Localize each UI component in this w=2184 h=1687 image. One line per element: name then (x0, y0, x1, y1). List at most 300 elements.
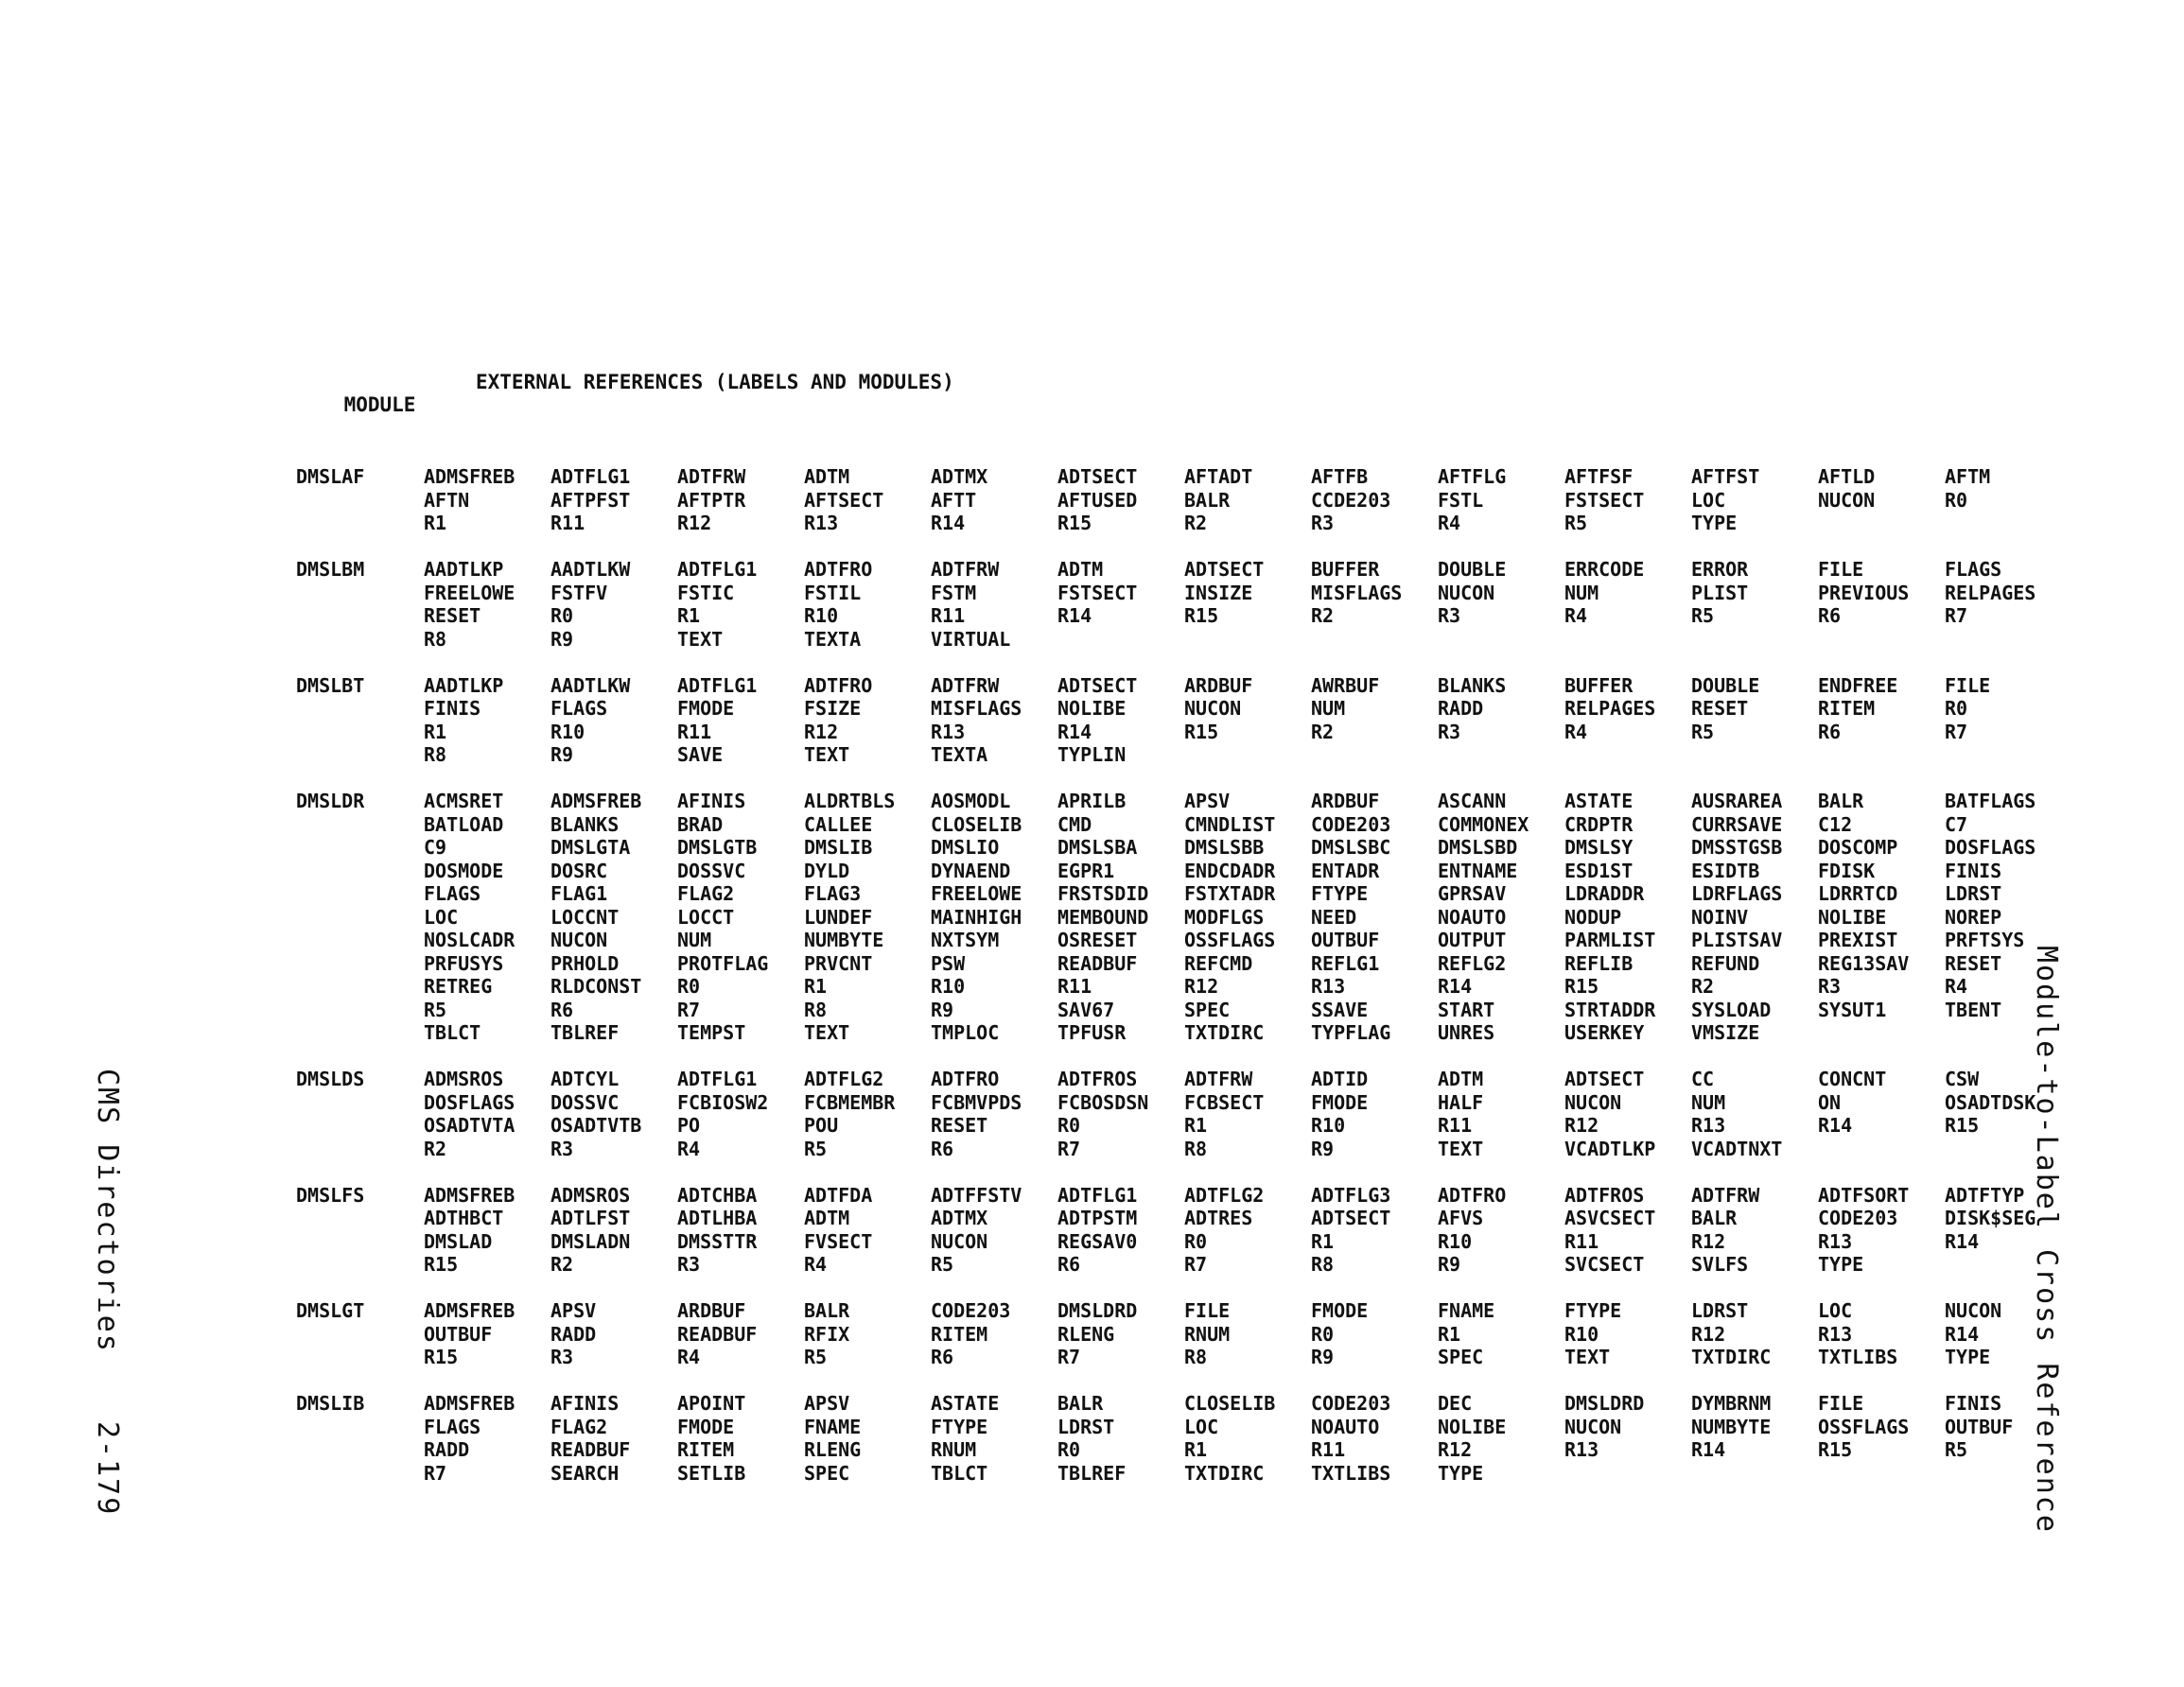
reference-label: TBLCT (424, 1021, 481, 1044)
reference-label: TXTLIBS (1818, 1346, 1898, 1368)
reference-label: R15 (424, 1346, 459, 1368)
reference-label: FSTL (1438, 488, 1484, 512)
reference-row (0, 813, 2184, 837)
reference-row (0, 975, 2184, 999)
reference-label: R8 (1184, 1137, 1208, 1160)
reference-label: NXTSYM (931, 929, 1000, 951)
reference-label: R7 (1057, 1137, 1081, 1160)
reference-label: ERROR (1691, 558, 1749, 581)
reference-row (0, 1416, 2184, 1439)
reference-label: BALR (1691, 1207, 1738, 1229)
reference-label: FSTSECT (1564, 488, 1645, 512)
reference-label: BLANKS (1438, 673, 1507, 697)
reference-label: OSADTVTA (424, 1114, 515, 1137)
reference-label: BATLOAD (424, 812, 504, 836)
reference-label: AFVS (1438, 1207, 1484, 1229)
reference-label: FSTIL (804, 581, 862, 604)
reference-label: R13 (804, 512, 839, 534)
module-block (0, 558, 2184, 651)
reference-label: DMSLSBA (1057, 836, 1138, 859)
reference-label: ADTSECT (1057, 465, 1138, 488)
reference-label: FLAGS (550, 697, 608, 720)
reference-label: SSAVE (1311, 998, 1369, 1021)
reference-label: R4 (804, 1253, 828, 1276)
reference-label: R5 (1691, 604, 1715, 627)
reference-label: ADTM (1438, 1068, 1484, 1090)
reference-label: ADTFROS (1564, 1183, 1645, 1207)
reference-label: AADTLKP (424, 673, 504, 697)
reference-label: R7 (677, 998, 701, 1021)
external-references-column-label: EXTERNAL REFERENCES (LABELS AND MODULES) (476, 371, 954, 393)
reference-label: R10 (804, 604, 839, 627)
reference-label: BALR (1818, 790, 1864, 812)
reference-label: DMSLADN (550, 1229, 631, 1253)
reference-label: R2 (1311, 604, 1335, 627)
reference-label: R11 (1057, 975, 1092, 998)
reference-label: AFTPFST (550, 488, 631, 512)
reference-label: R6 (931, 1346, 954, 1368)
reference-label: LUNDEF (804, 905, 873, 929)
reference-label: APSV (804, 1392, 850, 1415)
reference-label: FLAGS (424, 1415, 481, 1438)
reference-label: TEXTA (804, 627, 862, 651)
reference-label: AFTFSF (1564, 465, 1634, 488)
reference-label: R0 (1057, 1114, 1081, 1137)
reference-label: CRDPTR (1564, 812, 1634, 836)
reference-label: R11 (931, 604, 966, 627)
reference-label: NOLIBE (1818, 905, 1887, 929)
reference-label: CODE203 (1818, 1207, 1898, 1229)
reference-label: PREVIOUS (1818, 581, 1910, 604)
reference-label: VMSIZE (1691, 1021, 1760, 1044)
reference-row (0, 860, 2184, 883)
reference-label: FMODE (1311, 1299, 1369, 1322)
reference-label: ARDBUF (1311, 790, 1380, 812)
reference-label: ENTADR (1311, 859, 1380, 882)
reference-label: NOINV (1691, 905, 1749, 929)
reference-label: DOSMODE (424, 859, 504, 882)
reference-label: ASTATE (1564, 790, 1634, 812)
reference-label: SAVE (677, 743, 724, 766)
reference-label: R4 (1438, 512, 1461, 534)
reference-label: RADD (550, 1322, 597, 1346)
reference-label: DYLD (804, 859, 850, 882)
reference-label: ESD1ST (1564, 859, 1634, 882)
reference-label: FLAG3 (804, 882, 862, 905)
reference-label: FILE (1184, 1299, 1231, 1322)
reference-label: CODE203 (931, 1299, 1011, 1322)
reference-label: EGPR1 (1057, 859, 1115, 882)
reference-label: FCBIOSW2 (677, 1090, 769, 1114)
reference-label: AFTFLG (1438, 465, 1507, 488)
reference-row (0, 674, 2184, 698)
reference-label: R15 (424, 1253, 459, 1276)
reference-label: GPRSAV (1438, 882, 1507, 905)
reference-label: AFTPTR (677, 488, 746, 512)
reference-label: FLAG2 (550, 1415, 608, 1438)
reference-label: LDRST (1057, 1415, 1115, 1438)
reference-label: R7 (1057, 1346, 1081, 1368)
reference-label: FLAGS (1945, 558, 2002, 581)
reference-label: LDRFLAGS (1691, 882, 1783, 905)
reference-label: R5 (1945, 1438, 1968, 1461)
reference-label: NUCON (1564, 1415, 1622, 1438)
reference-label: SPEC (1438, 1346, 1484, 1368)
reference-label: BATFLAGS (1945, 790, 2036, 812)
reference-label: ADTFLG2 (1184, 1183, 1265, 1207)
reference-label: R3 (1311, 512, 1335, 534)
reference-label: R13 (1564, 1438, 1599, 1461)
reference-label: CALLEE (804, 812, 873, 836)
reference-label: PRFUSYS (424, 951, 504, 975)
module-name: DMSLDS (296, 1068, 365, 1090)
reference-label: ADTFRW (1691, 1183, 1760, 1207)
reference-label: FILE (1818, 558, 1864, 581)
column-header (296, 371, 954, 461)
reference-label: RITEM (931, 1322, 988, 1346)
reference-label: CONCNT (1818, 1068, 1887, 1090)
reference-label: R1 (677, 604, 701, 627)
reference-label: LDRST (1691, 1299, 1749, 1322)
reference-label: R0 (1184, 1229, 1208, 1253)
reference-label: NUCON (1184, 697, 1242, 720)
reference-label: R5 (424, 998, 447, 1021)
reference-label: OUTBUF (1311, 929, 1380, 951)
reference-label: R6 (931, 1137, 954, 1160)
reference-label: ESIDTB (1691, 859, 1760, 882)
reference-label: FTYPE (1311, 882, 1369, 905)
reference-label: START (1438, 998, 1495, 1021)
reference-label: R13 (931, 720, 966, 743)
reference-label: ADTCYL (550, 1068, 620, 1090)
reference-label: DMSLSY (1564, 836, 1634, 859)
reference-label: ADTFLG1 (1057, 1183, 1138, 1207)
reference-label: FCBMVPDS (931, 1090, 1022, 1114)
reference-label: FREELOWE (424, 581, 515, 604)
reference-label: FSTFV (550, 581, 608, 604)
reference-label: NOAUTO (1438, 905, 1507, 929)
reference-label: RFIX (804, 1322, 850, 1346)
reference-label: DMSLDRD (1564, 1392, 1645, 1415)
module-block (0, 465, 2184, 535)
reference-label: TXTDIRC (1184, 1021, 1265, 1044)
reference-label: AFTADT (1184, 465, 1253, 488)
reference-label: R5 (804, 1137, 828, 1160)
reference-label: R0 (1057, 1438, 1081, 1461)
reference-row (0, 489, 2184, 513)
reference-label: FMODE (677, 1415, 735, 1438)
reference-label: R4 (677, 1346, 701, 1368)
reference-label: RLENG (1057, 1322, 1115, 1346)
reference-label: TEXT (804, 1021, 850, 1044)
module-block (0, 1068, 2184, 1160)
reference-label: DOSFLAGS (1945, 836, 2036, 859)
reference-label: AADTLKW (550, 673, 631, 697)
reference-row (0, 1253, 2184, 1277)
reference-label: ADTFLG1 (677, 1068, 758, 1090)
reference-label: NUCON (1945, 1299, 2002, 1322)
module-name: DMSLGT (296, 1299, 365, 1322)
reference-label: R7 (1945, 720, 1968, 743)
reference-label: NUCON (931, 1229, 988, 1253)
reference-label: REFUND (1691, 951, 1760, 975)
reference-label: R3 (677, 1253, 701, 1276)
reference-label: RITEM (677, 1438, 735, 1461)
right-margin-caption (2030, 946, 2063, 1534)
reference-label: R0 (1945, 697, 1968, 720)
reference-label: R4 (677, 1137, 701, 1160)
module-block (0, 1299, 2184, 1369)
reference-label: PARMLIST (1564, 929, 1656, 951)
reference-label: NUM (1691, 1090, 1726, 1114)
reference-label: ARDBUF (1184, 673, 1253, 697)
reference-label: CLOSELIB (931, 812, 1022, 836)
reference-label: FCBSECT (1184, 1090, 1265, 1114)
reference-label: R9 (1438, 1253, 1461, 1276)
reference-label: NUMBYTE (804, 929, 884, 951)
reference-label: R5 (804, 1346, 828, 1368)
reference-label: ADTFLG1 (677, 673, 758, 697)
reference-label: DYNAEND (931, 859, 1011, 882)
reference-row (0, 697, 2184, 721)
reference-label: R9 (1311, 1346, 1335, 1368)
chapter-title: Module-to-Label Cross Reference (2030, 946, 2063, 1534)
reference-label: RADD (424, 1438, 470, 1461)
reference-label: LOCCNT (550, 905, 620, 929)
reference-label: AOSMODL (931, 790, 1011, 812)
reference-label: ADMSFREB (424, 1299, 515, 1322)
reference-label: FTYPE (931, 1415, 988, 1438)
reference-label: R1 (424, 512, 447, 534)
reference-label: ADTCHBA (677, 1183, 758, 1207)
reference-label: REFLG2 (1438, 951, 1507, 975)
reference-label: ADTID (1311, 1068, 1369, 1090)
reference-label: DMSLSBC (1311, 836, 1391, 859)
reference-label: INSIZE (1184, 581, 1253, 604)
reference-label: ADMSROS (550, 1183, 631, 1207)
reference-label: OSADTVTB (550, 1114, 642, 1137)
reference-label: FLAG1 (550, 882, 608, 905)
reference-label: ACMSRET (424, 790, 504, 812)
reference-label: CODE203 (1311, 812, 1391, 836)
reference-label: AFTLD (1818, 465, 1876, 488)
reference-label: READBUF (550, 1438, 631, 1461)
reference-label: R0 (1945, 488, 1968, 512)
reference-label: ADTMX (931, 1207, 988, 1229)
reference-label: R7 (424, 1461, 447, 1485)
reference-label: BALR (1057, 1392, 1104, 1415)
reference-label: R1 (1311, 1229, 1335, 1253)
reference-label: DOSFLAGS (424, 1090, 515, 1114)
reference-label: R7 (1184, 1253, 1208, 1276)
reference-label: MEMBOUND (1057, 905, 1149, 929)
module-name: DMSLBM (296, 558, 365, 581)
reference-label: R14 (1438, 975, 1473, 998)
reference-label: ADMSFREB (424, 465, 515, 488)
reference-label: BUFFER (1564, 673, 1634, 697)
reference-label: SAV67 (1057, 998, 1115, 1021)
reference-label: ADTFRO (804, 558, 873, 581)
reference-label: AFTT (931, 488, 977, 512)
reference-row (0, 743, 2184, 767)
reference-label: TPFUSR (1057, 1021, 1127, 1044)
reference-label: FTYPE (1564, 1299, 1622, 1322)
reference-label: AFTN (424, 488, 470, 512)
reference-label: TYPE (1818, 1253, 1864, 1276)
reference-label: FSIZE (804, 697, 862, 720)
reference-label: FLAGS (424, 882, 481, 905)
reference-label: OSSFLAGS (1184, 929, 1276, 951)
module-block (0, 674, 2184, 767)
reference-label: PRHOLD (550, 951, 620, 975)
reference-label: C12 (1818, 812, 1853, 836)
reference-label: DMSLIB (804, 836, 873, 859)
reference-label: FILE (1945, 673, 1991, 697)
reference-label: R10 (1438, 1229, 1473, 1253)
reference-label: DMSLGTB (677, 836, 758, 859)
reference-label: R10 (1564, 1322, 1599, 1346)
reference-label: RNUM (1184, 1322, 1231, 1346)
reference-label: SYSLOAD (1691, 998, 1772, 1021)
reference-label: BALR (804, 1299, 850, 1322)
reference-label: MISFLAGS (931, 697, 1022, 720)
reference-row (0, 512, 2184, 535)
reference-label: R8 (804, 998, 828, 1021)
reference-label: POU (804, 1114, 839, 1137)
reference-label: FREELOWE (931, 882, 1022, 905)
reference-label: R1 (1438, 1322, 1461, 1346)
reference-label: R13 (1818, 1229, 1853, 1253)
reference-label: NOAUTO (1311, 1415, 1380, 1438)
reference-label: BUFFER (1311, 558, 1380, 581)
reference-label: R11 (550, 512, 585, 534)
reference-row (0, 558, 2184, 582)
reference-label: CCDE203 (1311, 488, 1391, 512)
reference-label: FMODE (1311, 1090, 1369, 1114)
reference-row (0, 999, 2184, 1022)
reference-label: R3 (550, 1137, 574, 1160)
reference-label: R12 (1691, 1322, 1726, 1346)
reference-label: R10 (1311, 1114, 1346, 1137)
reference-label: APSV (1184, 790, 1231, 812)
reference-label: OUTPUT (1438, 929, 1507, 951)
reference-label: USERKEY (1564, 1021, 1645, 1044)
reference-label: ADTFFSTV (931, 1183, 1022, 1207)
reference-label: ALDRTBLS (804, 790, 896, 812)
reference-label: NOLIBE (1057, 697, 1127, 720)
reference-label: ADTFLG3 (1311, 1183, 1391, 1207)
reference-label: AWRBUF (1311, 673, 1380, 697)
reference-label: TBLREF (550, 1021, 620, 1044)
reference-label: R1 (1184, 1114, 1208, 1137)
module-name: DMSLDR (296, 790, 365, 812)
reference-row (0, 721, 2184, 744)
reference-label: R5 (931, 1253, 954, 1276)
reference-label: ADMSROS (424, 1068, 504, 1090)
reference-label: ADTFRO (931, 1068, 1000, 1090)
reference-row (0, 1230, 2184, 1254)
reference-row (0, 1462, 2184, 1486)
reference-row (0, 1021, 2184, 1045)
reference-label: ERRCODE (1564, 558, 1645, 581)
reference-label: RESET (931, 1114, 988, 1137)
reference-label: UNRES (1438, 1021, 1495, 1044)
reference-label: R11 (1438, 1114, 1473, 1137)
reference-label: R9 (931, 998, 954, 1021)
reference-label: R12 (677, 512, 712, 534)
reference-label: R8 (424, 627, 447, 651)
reference-label: RLENG (804, 1438, 862, 1461)
reference-label: R13 (1311, 975, 1346, 998)
reference-label: R12 (1438, 1438, 1473, 1461)
reference-label: ADTRES (1184, 1207, 1253, 1229)
reference-label: R14 (1057, 720, 1092, 743)
reference-label: AFINIS (550, 1392, 620, 1415)
reference-label: TMPLOC (931, 1021, 1000, 1044)
reference-label: FNAME (1438, 1299, 1495, 1322)
reference-label: R14 (1691, 1438, 1726, 1461)
reference-label: DEC (1438, 1392, 1473, 1415)
reference-label: NUM (1311, 697, 1346, 720)
reference-label: R1 (424, 720, 447, 743)
reference-label: TYPLIN (1057, 743, 1127, 766)
reference-label: ADTFLG1 (677, 558, 758, 581)
reference-label: SEARCH (550, 1461, 620, 1485)
reference-label: FCBMEMBR (804, 1090, 896, 1114)
reference-label: AFTM (1945, 465, 1991, 488)
left-margin-caption (91, 1069, 124, 1516)
reference-label: RLDCONST (550, 975, 642, 998)
module-column-label: MODULE (343, 393, 416, 416)
reference-label: R6 (1818, 720, 1842, 743)
reference-label: PO (677, 1114, 701, 1137)
reference-label: R11 (1311, 1438, 1346, 1461)
reference-label: FINIS (1945, 1392, 2002, 1415)
reference-label: ADTFRW (931, 558, 1000, 581)
reference-label: R12 (1184, 975, 1219, 998)
reference-label: R4 (1564, 720, 1588, 743)
reference-label: ADTFDA (804, 1183, 873, 1207)
reference-label: FINIS (1945, 859, 2002, 882)
reference-label: MISFLAGS (1311, 581, 1403, 604)
reference-label: NOLIBE (1438, 1415, 1507, 1438)
reference-label: PREXIST (1818, 929, 1898, 951)
reference-label: R6 (1818, 604, 1842, 627)
reference-label: DMSLAD (424, 1229, 493, 1253)
reference-label: C9 (424, 836, 447, 859)
reference-label: FSTIC (677, 581, 735, 604)
reference-label: ADTFRO (1438, 1183, 1507, 1207)
reference-label: TEMPST (677, 1021, 746, 1044)
reference-label: LOC (1818, 1299, 1853, 1322)
reference-label: LDRST (1945, 882, 2002, 905)
reference-label: AUSRAREA (1691, 790, 1783, 812)
reference-label: APSV (550, 1299, 597, 1322)
reference-label: FLAG2 (677, 882, 735, 905)
reference-label: R14 (1945, 1322, 1980, 1346)
reference-label: NUCON (1818, 488, 1876, 512)
reference-label: READBUF (677, 1322, 758, 1346)
reference-label: REGSAV0 (1057, 1229, 1138, 1253)
reference-label: DMSSTGSB (1691, 836, 1783, 859)
module-name: DMSLFS (296, 1183, 365, 1207)
reference-label: BLANKS (550, 812, 620, 836)
reference-label: VCADTLKP (1564, 1137, 1656, 1160)
reference-label: ENDFREE (1818, 673, 1898, 697)
reference-label: RELPAGES (1564, 697, 1656, 720)
reference-label: REFLG1 (1311, 951, 1380, 975)
reference-row (0, 1346, 2184, 1369)
